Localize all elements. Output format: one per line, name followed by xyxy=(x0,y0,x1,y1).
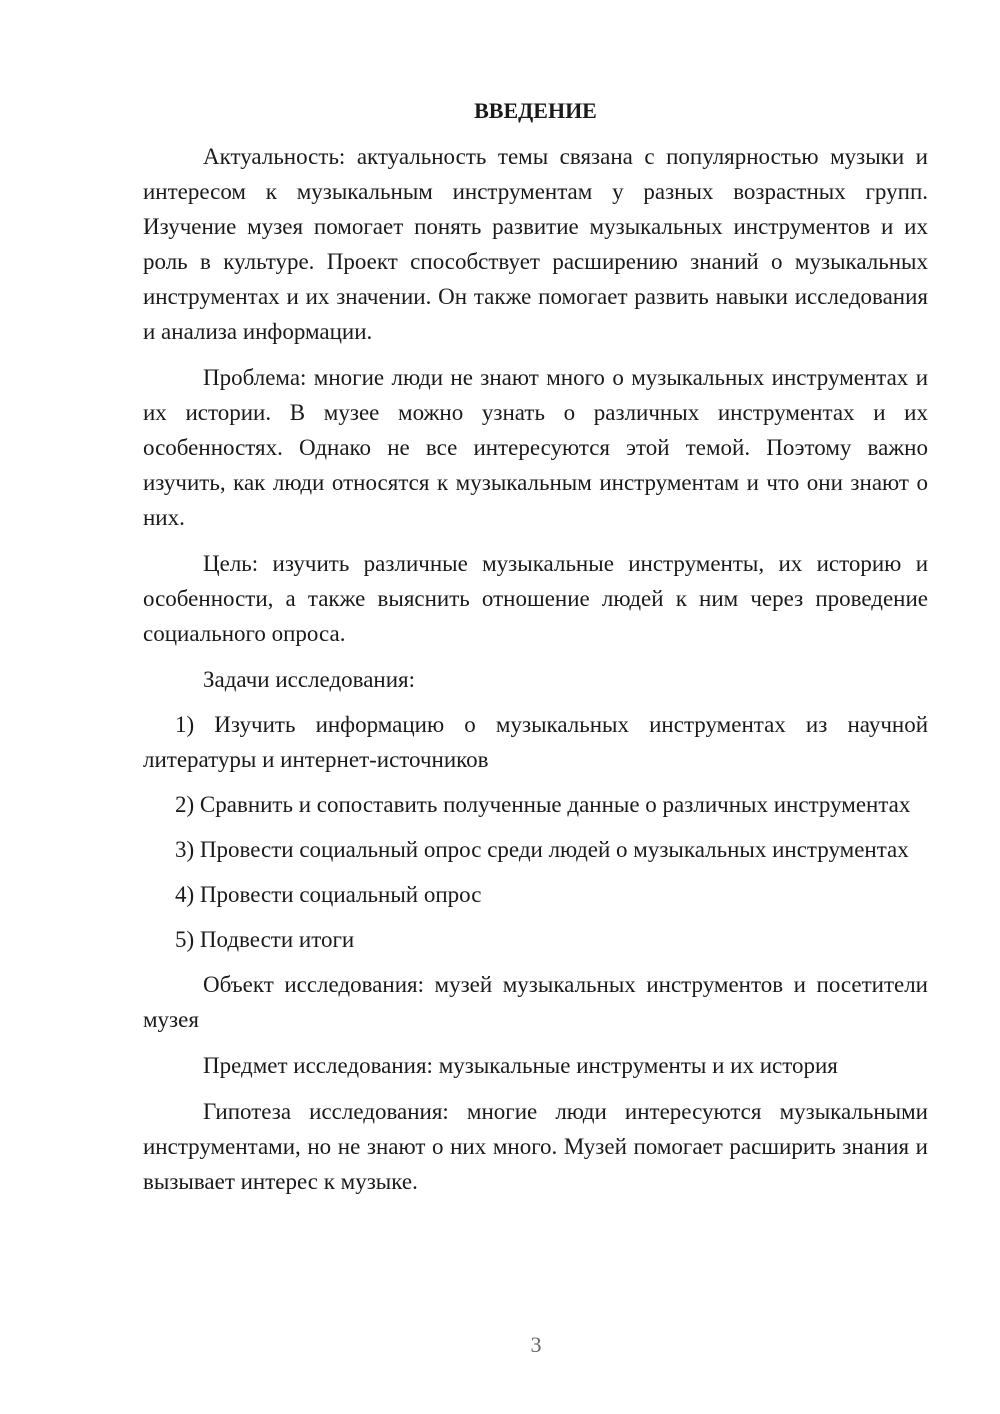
page-content xyxy=(143,96,928,1210)
object-paragraph: Объект исследования: музей музыкальных инструментов и посетители музея xyxy=(143,972,928,1032)
task-item-1: 1) Изучить информацию о музыкальных инструментах из научной литературы и интернет-источников xyxy=(143,712,928,772)
problem-paragraph: Проблема: многие люди не знают много о музыкальных инструментах и их истории. В музее можно узнать о различных инструментах и их особенностях. Однако не все интересуются этой темой. Поэтому важно изучить, как люди относятся к музыкальным инструментам и что они знают о них. xyxy=(143,365,928,530)
subject-paragraph: Предмет исследования: музыкальные инструменты и их история xyxy=(203,1053,838,1078)
task-item-5: 5) Подвести итоги xyxy=(175,927,355,952)
tasks-label: Задачи исследования: xyxy=(203,667,416,692)
section-heading: ВВЕДЕНИЕ xyxy=(474,98,597,123)
page-number: 3 xyxy=(530,1332,542,1357)
task-item-3: 3) Провести социальный опрос среди людей о музыкальных инструментах xyxy=(175,837,909,862)
relevance-paragraph: Актуальность: актуальность темы связана с популярностью музыки и интересом к музыкальным инструментам у разных возрастных групп. Изучение музея помогает понять развитие музыкальных инструментов и их роль в культуре. Проект способствует расширению знаний о музыкальных инструментах и их значении. Он также помогает развить навыки исследования и анализа информации. xyxy=(143,144,928,344)
goal-paragraph: Цель: изучить различные музыкальные инструменты, их историю и особенности, а также выяснить отношение людей к ним через проведение социального опроса. xyxy=(143,551,928,646)
task-item-4: 4) Провести социальный опрос xyxy=(175,882,482,907)
hypothesis-paragraph: Гипотеза исследования: многие люди интересуются музыкальными инструментами, но не знают о них много. Музей помогает расширить знания и вызывает интерес к музыке. xyxy=(143,1099,928,1194)
task-item-2: 2) Сравнить и сопоставить полученные данные о различных инструментах xyxy=(175,792,911,817)
